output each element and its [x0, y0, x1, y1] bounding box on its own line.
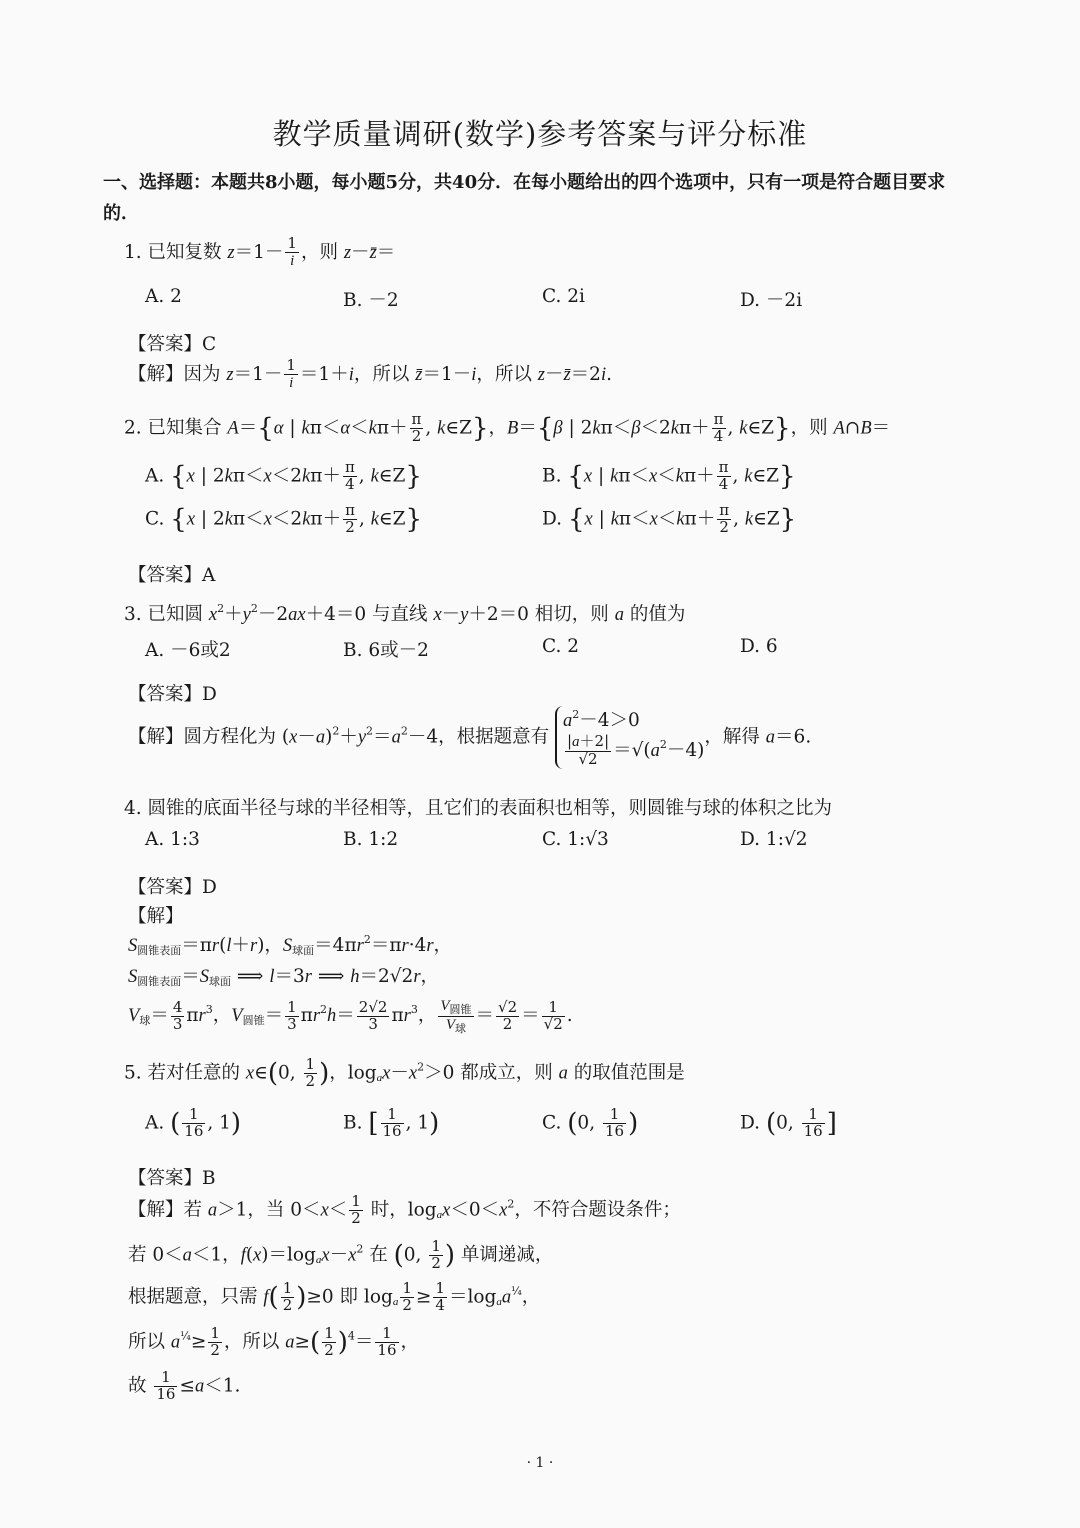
q2-option-b: B. {x | kπ＜x＜kπ＋ $\frac{\pi}{4}$ , k∈Z}	[542, 458, 796, 493]
q4-solution-label: 【解】	[128, 906, 184, 927]
q2-option-a: A. {x | 2kπ＜x＜2kπ＋ $\frac{\pi}{4}$ , k∈Z}	[145, 458, 422, 493]
q5-option-b: B. [ $\frac{1}{16}$ , 1)	[343, 1105, 440, 1140]
page-title: 教学质量调研(数学)参考答案与评分标准	[272, 117, 808, 151]
q1-stem-text: 1. 已知复数 z＝1－ $\frac{1}{i}$ ，则 z－z̄＝	[124, 234, 396, 269]
q5-solution-line5: 故 $\frac{1}{16}$ ≤a＜1.	[128, 1368, 241, 1403]
q1-stem	[124, 236, 395, 270]
q3-stem: 3. 已知圆 $x^2+y^2-2ax+4=0$ 与直线 x－y＋2＝0 相切，则 a 的值为	[124, 602, 686, 625]
q3-option-c: C. 2	[542, 636, 580, 657]
q4-stem: 4. 圆锥的底面半径与球的半径相等，且它们的表面积也相等，则圆锥与球的体积之比为	[124, 798, 833, 819]
page-number: · 1 ·	[526, 1455, 554, 1471]
q4-option-c: C. 1:√3	[542, 829, 609, 850]
section-heading-line1: 一、选择题：本题共8小题，每小题5分，共40分．在每小题给出的四个选项中，只有一项是符合题目要求	[103, 172, 946, 193]
q5-option-a: A. ( $\frac{1}{16}$ , 1)	[145, 1105, 242, 1140]
q4-option-d: D. 1:√2	[740, 829, 808, 850]
q3-option-d: D. 6	[740, 636, 778, 657]
q5-stem: 5. 若对任意的 x∈(0, $\frac{1}{2}$ )，$\log_ax-x^2>0$ 都成立，则 a 的取值范围是	[124, 1055, 685, 1090]
q5-answer: 【答案】B	[128, 1168, 216, 1189]
q4-solution-line1: $S_{圆锥表面}=\pi r(l+r)$，$S_{球面}=4\pi r^2=\pi r\cdot 4r$，	[128, 933, 453, 957]
q2-stem: 2. 已知集合 A＝{α | kπ＜α＜kπ＋ $\frac{\pi}{2}$ , k∈Z}，B＝{β | 2kπ＜β＜2kπ＋ $\frac{\pi}{4}$ , k∈Z}，则 A∩B＝	[124, 410, 891, 445]
section-heading-line2: 的．	[103, 203, 139, 224]
q1-solution: 【解】因为 z＝1－ $\frac{1}{i}$ ＝1＋i，所以 z̄＝1－i，所以 z－z̄＝2i.	[128, 356, 612, 391]
q5-solution-line1: 【解】若 a＞1，当 0＜x＜ $\frac{1}{2}$ 时，$\log_ax<0<x^2$，不符合题设条件；	[128, 1192, 681, 1227]
q3-option-a: A. －6或2	[145, 640, 231, 661]
q1-answer: 【答案】C	[128, 334, 217, 355]
q4-option-b: B. 1:2	[343, 829, 399, 850]
q1-option-c: C. 2i	[542, 286, 585, 307]
q3-option-b: B. 6或－2	[343, 640, 429, 661]
q5-solution-line3: 根据题意，只需 f( $\frac{1}{2}$ )≥0 即 $\log_a$ $\frac{1}{2}$ ≥ $\frac{1}{4}$ $=\log_aa^{\frac{1}{4}}$，	[128, 1279, 541, 1314]
q3-equation-system: $a^2-4>0$ $\frac{|a+2|}{√2}$ $=√(a^2-4)$	[555, 706, 704, 769]
q3-solution: 【解】圆方程化为 $(x-a)^2+y^2=a^2-4$，根据题意有 $a^2-4>0$ $\frac{|a+2|}{√2}$ $=√(a^2-4)$ ，解得 a＝6.	[128, 708, 812, 768]
q2-option-c: C. {x | 2kπ＜x＜2kπ＋ $\frac{\pi}{2}$ , k∈Z}	[145, 501, 423, 536]
q5-option-d: D. (0, $\frac{1}{16}$ ]	[740, 1105, 837, 1140]
q4-option-a: A. 1:3	[145, 829, 200, 850]
q1-option-a: A. 2	[145, 286, 182, 307]
q2-answer: 【答案】A	[128, 565, 216, 586]
q5-option-c: C. (0, $\frac{1}{16}$ )	[542, 1105, 639, 1140]
q3-answer: 【答案】D	[128, 684, 217, 705]
q4-solution-line3: $V_球=$ $\frac{4}{3}$ $\pi r^3$，$V_{圆锥}=$ $\frac{1}{3}$ $\pi r^2h=$ $\frac{2√2}{3}$ $\pi r^3$， $\frac{V_{圆锥}}{V_球}$ ＝ $\frac{√2}{2}$ ＝ $\frac{1}{√2}$ .	[128, 997, 573, 1035]
q4-solution-line2: $S_{圆锥表面}=S_{球面}$ ⟹ l＝3r ⟹ h＝2√2r，	[128, 966, 440, 988]
q4-answer: 【答案】D	[128, 877, 217, 898]
q1-option-d: D. －2i	[740, 290, 803, 311]
q1-option-b: B. －2	[343, 290, 399, 311]
q5-solution-line4: 所以 $a^{\frac{1}{4}}\ge$ $\frac{1}{2}$ ，所以 a≥( $\frac{1}{2}$ )$^4$＝ $\frac{1}{16}$ ，	[128, 1324, 420, 1359]
q2-option-d: D. {x | kπ＜x＜kπ＋ $\frac{\pi}{2}$ , k∈Z}	[542, 501, 797, 536]
q5-solution-line2: 若 0＜a＜1，$f(x)=\log_ax-x^2$ 在 (0, $\frac{1}{2}$ ) 单调递减，	[128, 1237, 554, 1272]
